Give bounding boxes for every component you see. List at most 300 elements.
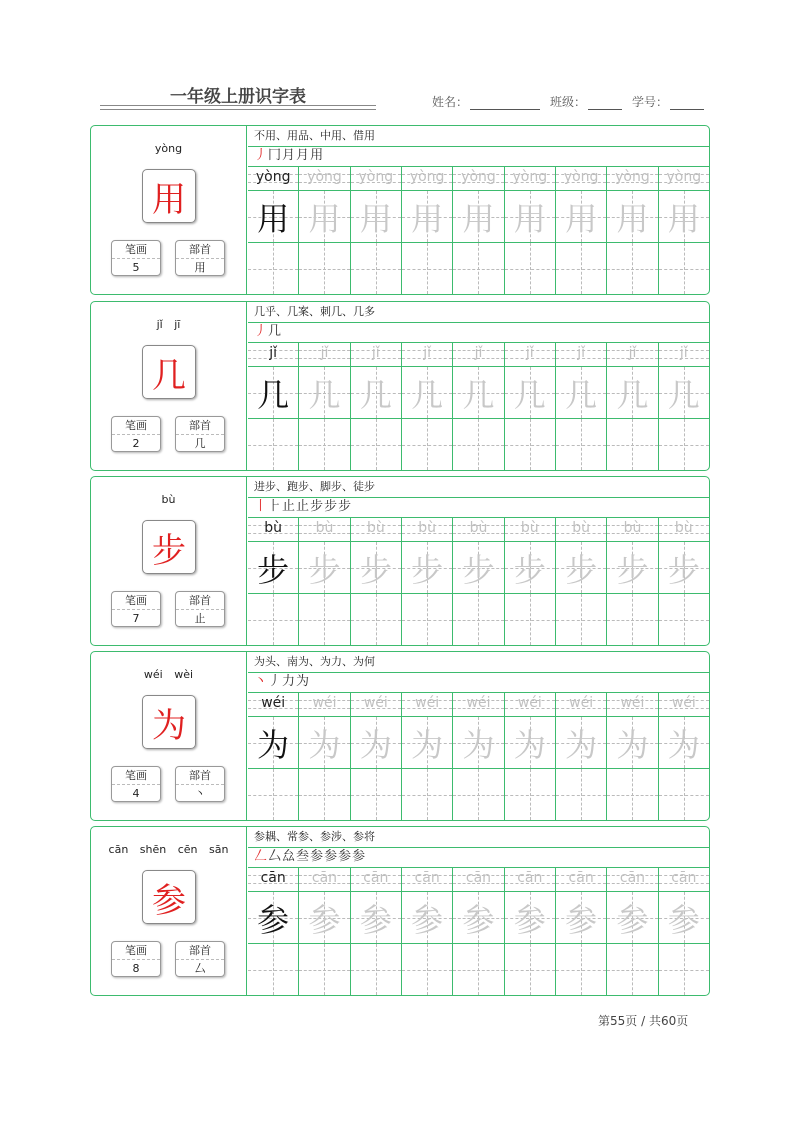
practice-column	[453, 867, 504, 995]
character-display: 用	[142, 169, 196, 223]
practice-column	[607, 166, 658, 294]
practice-cell[interactable]	[248, 367, 298, 419]
practice-cell[interactable]	[607, 542, 657, 594]
blank-practice-cell[interactable]	[453, 594, 503, 645]
model-character: 参	[257, 900, 290, 939]
character-display: 几	[142, 345, 196, 399]
pinyin-line	[659, 867, 709, 892]
model-pinyin: jǐ	[269, 345, 278, 361]
trace-pinyin: cān	[363, 870, 389, 886]
trace-pinyin: jǐ	[371, 345, 380, 361]
blank-practice-cell[interactable]	[351, 944, 401, 995]
trace-pinyin: wéi	[569, 695, 594, 711]
pinyin-line	[402, 342, 452, 367]
trace-pinyin: wéi	[466, 695, 491, 711]
practice-cell[interactable]	[505, 542, 555, 594]
stroke-count-value: 7	[132, 612, 140, 625]
trace-pinyin: cān	[671, 870, 697, 886]
blank-practice-cell[interactable]	[248, 594, 298, 645]
trace-character: 步	[308, 550, 341, 589]
practice-cell[interactable]	[505, 892, 555, 944]
pinyin-line	[248, 867, 298, 892]
pinyin-line	[505, 867, 555, 892]
practice-cell[interactable]	[659, 191, 709, 243]
practice-cell[interactable]	[351, 542, 401, 594]
pinyin-line	[351, 867, 401, 892]
trace-character: 几	[667, 375, 700, 414]
stroke-step: 𠃋	[254, 849, 269, 864]
practice-cell[interactable]	[556, 892, 606, 944]
stroke-count-value: 8	[132, 962, 140, 975]
trace-character: 用	[411, 199, 444, 238]
radical-label: 部首	[176, 942, 224, 960]
radical-box	[175, 240, 225, 276]
practice-cell[interactable]	[453, 717, 503, 769]
blank-practice-cell[interactable]	[402, 419, 452, 470]
practice-column	[351, 517, 402, 645]
trace-pinyin: cān	[414, 870, 440, 886]
stroke-step: 叁	[296, 849, 311, 864]
trace-pinyin: jǐ	[474, 345, 483, 361]
pinyin-line	[351, 517, 401, 542]
pinyin-line	[607, 867, 657, 892]
trace-pinyin: jǐ	[577, 345, 586, 361]
blank-practice-cell[interactable]	[607, 944, 657, 995]
trace-pinyin: cān	[568, 870, 594, 886]
trace-character: 用	[359, 199, 392, 238]
pinyin-line	[607, 342, 657, 367]
practice-column	[556, 517, 607, 645]
blank-practice-cell[interactable]	[402, 944, 452, 995]
practice-cell[interactable]	[556, 367, 606, 419]
practice-cell[interactable]	[248, 717, 298, 769]
practice-column	[248, 166, 299, 294]
practice-cell[interactable]	[402, 542, 452, 594]
blank-practice-cell[interactable]	[351, 594, 401, 645]
trace-pinyin: yòng	[358, 169, 394, 185]
blank-practice-cell[interactable]	[659, 769, 709, 820]
blank-practice-cell[interactable]	[556, 419, 606, 470]
practice-column	[351, 692, 402, 820]
trace-character: 参	[616, 900, 649, 939]
practice-column	[402, 342, 453, 470]
practice-cell[interactable]	[299, 542, 349, 594]
pinyin-line	[351, 692, 401, 717]
trace-character: 步	[565, 550, 598, 589]
pinyin-line	[607, 692, 657, 717]
radical-label: 部首	[176, 592, 224, 610]
trace-character: 为	[513, 725, 546, 764]
practice-column	[299, 867, 350, 995]
blank-practice-cell[interactable]	[248, 769, 298, 820]
stroke-count-value: 2	[132, 437, 140, 450]
trace-pinyin: bù	[366, 520, 385, 536]
stroke-count-label: 笔画	[112, 417, 160, 435]
stroke-step: 止	[282, 499, 297, 514]
pinyin-line	[659, 692, 709, 717]
character-card	[90, 125, 710, 295]
model-character: 几	[257, 375, 290, 414]
stroke-count-label: 笔画	[112, 592, 160, 610]
trace-pinyin: jǐ	[525, 345, 534, 361]
blank-practice-cell[interactable]	[402, 769, 452, 820]
blank-practice-cell[interactable]	[505, 594, 555, 645]
practice-column	[607, 867, 658, 995]
trace-character: 几	[462, 375, 495, 414]
pinyin-line	[556, 867, 606, 892]
practice-column	[659, 342, 709, 470]
practice-column	[505, 342, 556, 470]
practice-column	[659, 517, 709, 645]
blank-practice-cell[interactable]	[556, 944, 606, 995]
trace-pinyin: bù	[520, 520, 539, 536]
blank-practice-cell[interactable]	[248, 243, 298, 294]
practice-cell[interactable]	[556, 542, 606, 594]
blank-practice-cell[interactable]	[351, 243, 401, 294]
blank-practice-cell[interactable]	[556, 243, 606, 294]
trace-pinyin: bù	[315, 520, 334, 536]
stroke-count-box	[111, 416, 161, 452]
trace-pinyin: bù	[674, 520, 693, 536]
stroke-count-value: 4	[132, 787, 140, 800]
pinyin-line	[556, 166, 606, 191]
stroke-count-box	[111, 766, 161, 802]
model-pinyin: yòng	[255, 169, 291, 185]
model-character: 步	[257, 550, 290, 589]
id-blank[interactable]	[670, 97, 704, 110]
blank-practice-cell[interactable]	[299, 769, 349, 820]
stroke-order	[248, 322, 709, 343]
trace-pinyin: wéi	[620, 695, 645, 711]
title-underline	[100, 105, 376, 106]
practice-column	[556, 166, 607, 294]
blank-practice-cell[interactable]	[453, 243, 503, 294]
practice-grid	[248, 517, 709, 645]
character-display: 步	[142, 520, 196, 574]
practice-column	[299, 342, 350, 470]
blank-practice-cell[interactable]	[505, 243, 555, 294]
blank-practice-cell[interactable]	[607, 243, 657, 294]
pinyin-line	[402, 692, 452, 717]
stroke-count-label: 笔画	[112, 767, 160, 785]
blank-practice-cell[interactable]	[351, 419, 401, 470]
practice-area	[248, 126, 709, 294]
trace-pinyin: wéi	[363, 695, 388, 711]
blank-practice-cell[interactable]	[659, 944, 709, 995]
stroke-step: 厽	[282, 849, 297, 864]
id-field[interactable]	[632, 93, 704, 110]
pinyin-line	[607, 517, 657, 542]
blank-practice-cell[interactable]	[248, 419, 298, 470]
trace-character: 参	[411, 900, 444, 939]
pinyin-line	[351, 342, 401, 367]
pinyin-line	[556, 517, 606, 542]
class-blank[interactable]	[588, 97, 622, 110]
practice-area	[248, 477, 709, 645]
stroke-step: 丿	[254, 324, 269, 339]
blank-practice-cell[interactable]	[607, 769, 657, 820]
practice-cell[interactable]	[607, 892, 657, 944]
practice-cell[interactable]	[659, 717, 709, 769]
pinyin-line	[402, 166, 452, 191]
stroke-step: 参	[324, 849, 339, 864]
practice-column	[351, 867, 402, 995]
pinyin-line	[659, 166, 709, 191]
id-label: 学号：	[632, 95, 669, 109]
pinyin-line	[505, 166, 555, 191]
stroke-step: 丿	[254, 148, 269, 163]
practice-column	[248, 692, 299, 820]
stroke-step: ⺊	[268, 499, 283, 514]
example-words: 为头、南为、为力、为何	[248, 652, 709, 673]
blank-practice-cell[interactable]	[402, 243, 452, 294]
blank-practice-cell[interactable]	[248, 944, 298, 995]
practice-column	[351, 342, 402, 470]
practice-column	[505, 867, 556, 995]
blank-practice-cell[interactable]	[453, 944, 503, 995]
practice-cell[interactable]	[659, 542, 709, 594]
stroke-step: 止	[296, 499, 311, 514]
trace-character: 步	[462, 550, 495, 589]
trace-pinyin: wéi	[415, 695, 440, 711]
blank-practice-cell[interactable]	[659, 594, 709, 645]
trace-character: 步	[667, 550, 700, 589]
blank-practice-cell[interactable]	[607, 419, 657, 470]
practice-column	[659, 692, 709, 820]
pinyin-line	[453, 166, 503, 191]
practice-column	[248, 342, 299, 470]
trace-character: 参	[667, 900, 700, 939]
pinyin-line	[248, 342, 298, 367]
blank-practice-cell[interactable]	[299, 243, 349, 294]
trace-character: 用	[513, 199, 546, 238]
practice-cell[interactable]	[402, 892, 452, 944]
radical-value: 用	[194, 261, 206, 274]
practice-column	[556, 342, 607, 470]
blank-practice-cell[interactable]	[556, 594, 606, 645]
pinyin-line	[556, 342, 606, 367]
stroke-step: 冂	[268, 148, 283, 163]
practice-cell[interactable]	[351, 191, 401, 243]
student-info	[432, 93, 704, 110]
character-card	[90, 476, 710, 646]
practice-cell[interactable]	[453, 367, 503, 419]
pinyin-line	[248, 692, 298, 717]
pinyin-line	[351, 166, 401, 191]
character-card	[90, 651, 710, 821]
trace-character: 步	[359, 550, 392, 589]
trace-pinyin: bù	[623, 520, 642, 536]
trace-pinyin: jǐ	[320, 345, 329, 361]
blank-practice-cell[interactable]	[299, 944, 349, 995]
stroke-step: 为	[296, 674, 311, 689]
radical-value: 止	[194, 612, 206, 625]
trace-pinyin: yòng	[409, 169, 445, 185]
trace-pinyin: yòng	[307, 169, 342, 185]
blank-practice-cell[interactable]	[299, 419, 349, 470]
character-display: 参	[142, 870, 196, 924]
character-display: 为	[142, 695, 196, 749]
stroke-step: 参	[338, 849, 353, 864]
practice-cell[interactable]	[659, 892, 709, 944]
practice-grid	[248, 342, 709, 470]
stroke-step: 用	[310, 148, 325, 163]
practice-cell[interactable]	[351, 892, 401, 944]
practice-cell[interactable]	[505, 191, 555, 243]
radical-box	[175, 591, 225, 627]
trace-character: 步	[411, 550, 444, 589]
practice-column	[453, 166, 504, 294]
blank-practice-cell[interactable]	[299, 594, 349, 645]
blank-practice-cell[interactable]	[556, 769, 606, 820]
practice-column	[453, 342, 504, 470]
practice-area	[248, 652, 709, 820]
stroke-step: 参	[310, 849, 325, 864]
blank-practice-cell[interactable]	[607, 594, 657, 645]
practice-column	[351, 166, 402, 294]
character-pinyin: yòng	[154, 142, 183, 155]
practice-column	[299, 166, 350, 294]
practice-column	[607, 342, 658, 470]
blank-practice-cell[interactable]	[659, 419, 709, 470]
trace-character: 为	[667, 725, 700, 764]
practice-column	[556, 692, 607, 820]
practice-area	[248, 302, 709, 470]
practice-cell[interactable]	[248, 191, 298, 243]
trace-character: 步	[513, 550, 546, 589]
trace-character: 几	[411, 375, 444, 414]
trace-pinyin: yòng	[512, 169, 548, 185]
blank-practice-cell[interactable]	[505, 944, 555, 995]
practice-cell[interactable]	[505, 717, 555, 769]
practice-cell[interactable]	[453, 542, 503, 594]
practice-column	[659, 166, 709, 294]
character-pinyin: cān shēn cēn sān	[108, 843, 229, 856]
practice-cell[interactable]	[607, 717, 657, 769]
character-info	[91, 477, 247, 645]
trace-character: 几	[359, 375, 392, 414]
stroke-step: 丶	[254, 674, 269, 689]
radical-label: 部首	[176, 241, 224, 259]
trace-character: 用	[616, 199, 649, 238]
stroke-count-label: 笔画	[112, 241, 160, 259]
stroke-count-box	[111, 591, 161, 627]
class-label: 班级：	[550, 95, 587, 109]
trace-pinyin: yòng	[666, 169, 702, 185]
practice-cell[interactable]	[607, 367, 657, 419]
trace-character: 用	[565, 199, 598, 238]
name-field[interactable]	[432, 93, 540, 110]
trace-pinyin: bù	[418, 520, 437, 536]
practice-cell[interactable]	[453, 892, 503, 944]
practice-cell[interactable]	[351, 367, 401, 419]
practice-cell[interactable]	[299, 717, 349, 769]
practice-cell[interactable]	[505, 367, 555, 419]
trace-character: 几	[308, 375, 341, 414]
practice-grid	[248, 692, 709, 820]
practice-area	[248, 827, 709, 995]
example-words: 进步、跑步、脚步、徒步	[248, 477, 709, 498]
stroke-step: 丨	[254, 499, 269, 514]
practice-cell[interactable]	[248, 892, 298, 944]
trace-character: 参	[308, 900, 341, 939]
practice-cell[interactable]	[351, 717, 401, 769]
title-underline	[100, 109, 376, 110]
practice-cell[interactable]	[402, 367, 452, 419]
model-character: 为	[257, 725, 290, 764]
practice-cell[interactable]	[248, 542, 298, 594]
trace-pinyin: jǐ	[628, 345, 637, 361]
stroke-count-box	[111, 240, 161, 276]
character-pinyin: wéi wèi	[143, 668, 194, 681]
stroke-count-label: 笔画	[112, 942, 160, 960]
practice-cell[interactable]	[402, 717, 452, 769]
practice-cell[interactable]	[402, 191, 452, 243]
blank-practice-cell[interactable]	[453, 769, 503, 820]
practice-cell[interactable]	[556, 191, 606, 243]
radical-label: 部首	[176, 417, 224, 435]
trace-character: 几	[565, 375, 598, 414]
character-info	[91, 302, 247, 470]
model-pinyin: bù	[264, 520, 283, 536]
stroke-order	[248, 497, 709, 518]
pinyin-line	[402, 867, 452, 892]
model-character: 用	[257, 199, 290, 238]
stroke-order	[248, 146, 709, 167]
practice-cell[interactable]	[299, 892, 349, 944]
name-label: 姓名：	[432, 95, 469, 109]
example-words: 参耦、常参、参涉、参将	[248, 827, 709, 848]
practice-column	[299, 692, 350, 820]
trace-character: 几	[616, 375, 649, 414]
trace-pinyin: yòng	[563, 169, 599, 185]
practice-cell[interactable]	[659, 367, 709, 419]
stroke-step: 丿	[268, 674, 283, 689]
practice-cell[interactable]	[607, 191, 657, 243]
example-words: 不用、用品、中用、借用	[248, 126, 709, 147]
blank-practice-cell[interactable]	[505, 419, 555, 470]
pinyin-line	[505, 692, 555, 717]
trace-character: 用	[308, 199, 341, 238]
practice-cell[interactable]	[556, 717, 606, 769]
blank-practice-cell[interactable]	[402, 594, 452, 645]
practice-grid	[248, 166, 709, 294]
radical-value: 几	[194, 437, 206, 450]
practice-column	[505, 166, 556, 294]
trace-character: 参	[359, 900, 392, 939]
pinyin-line	[659, 342, 709, 367]
pinyin-line	[299, 517, 349, 542]
pinyin-line	[402, 517, 452, 542]
practice-cell[interactable]	[299, 367, 349, 419]
practice-column	[299, 517, 350, 645]
stroke-order	[248, 847, 709, 868]
class-field[interactable]	[550, 93, 622, 110]
model-pinyin: wéi	[261, 695, 286, 711]
blank-practice-cell[interactable]	[453, 419, 503, 470]
blank-practice-cell[interactable]	[505, 769, 555, 820]
practice-cell[interactable]	[453, 191, 503, 243]
blank-practice-cell[interactable]	[351, 769, 401, 820]
pinyin-line	[556, 692, 606, 717]
practice-column	[453, 517, 504, 645]
blank-practice-cell[interactable]	[659, 243, 709, 294]
name-blank[interactable]	[470, 97, 540, 110]
trace-character: 用	[667, 199, 700, 238]
trace-character: 几	[513, 375, 546, 414]
stroke-count-value: 5	[132, 261, 140, 274]
practice-cell[interactable]	[299, 191, 349, 243]
